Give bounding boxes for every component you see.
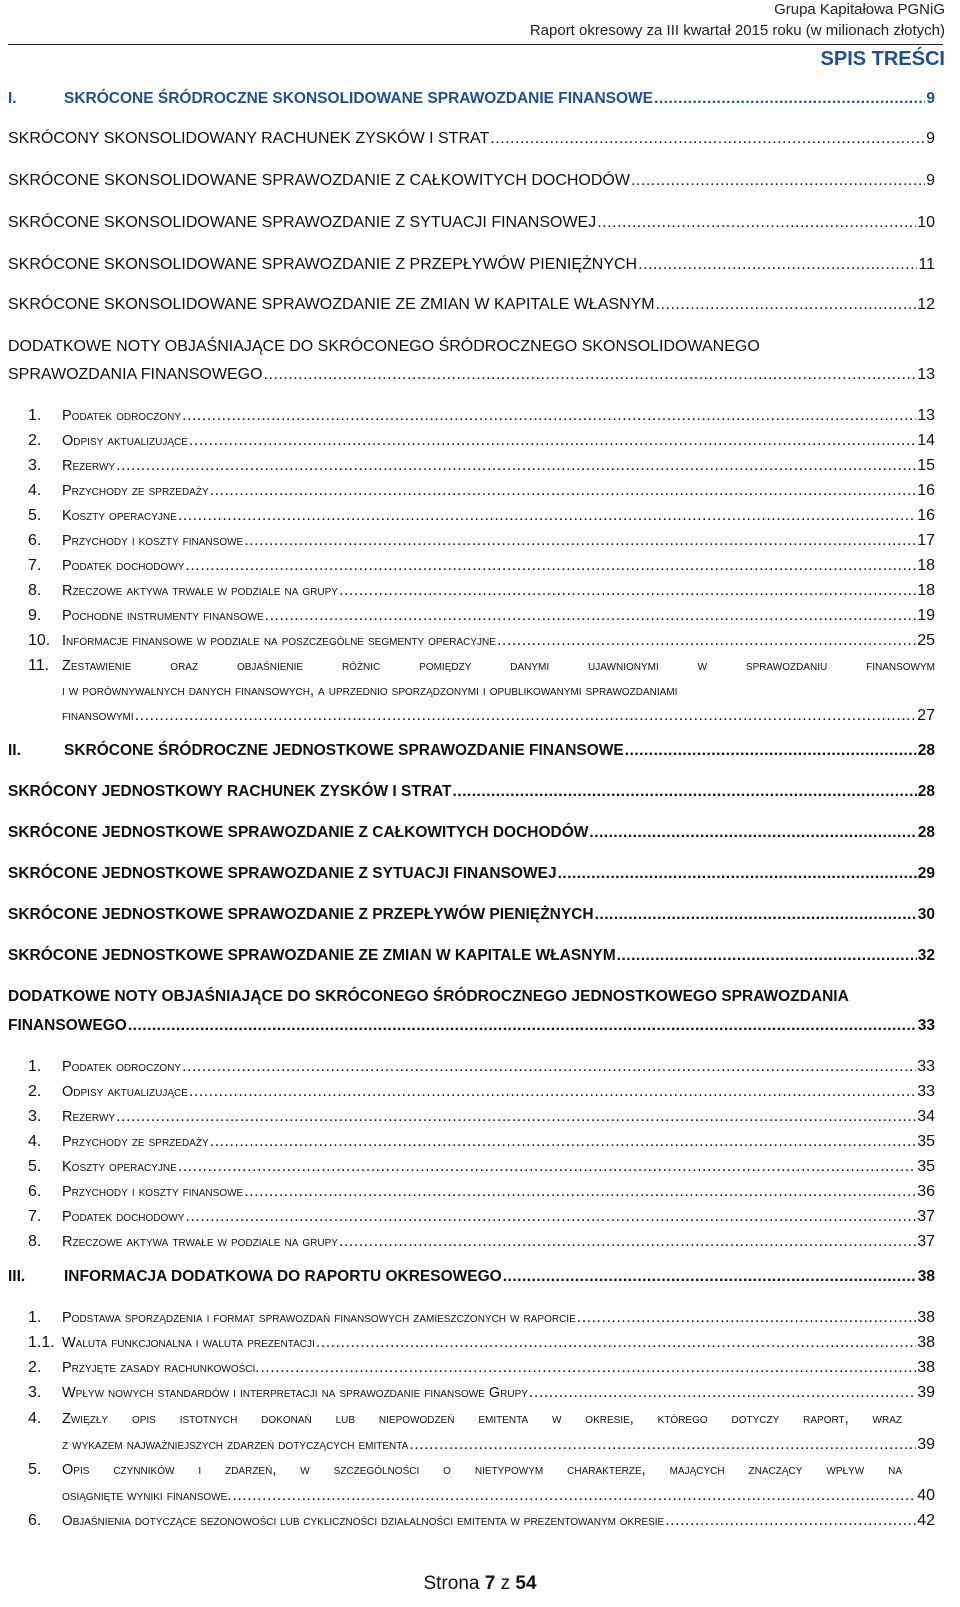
toc-note-item[interactable] (28, 507, 935, 525)
toc-entry-title: Objaśnienia dotyczące sezonowości lub cykliczności działalności emitenta w prezentowanym okresie (62, 1513, 665, 1528)
toc-part-3[interactable] (8, 1268, 935, 1286)
toc-entry-title: Odpisy aktualizujące (62, 1084, 188, 1100)
toc-item-number: 3. (28, 1108, 42, 1125)
toc-item-number: 1. (28, 1309, 42, 1326)
toc-info-item[interactable] (28, 1384, 935, 1402)
dot-leader (617, 947, 917, 965)
header-report-title: Raport okresowy za III kwartał 2015 roku (w milionach złotych) (529, 22, 945, 39)
toc-page-number: 12 (917, 296, 935, 313)
footer-total-pages: 54 (515, 1573, 537, 1594)
dot-leader (656, 296, 917, 314)
toc-part-number: II. (8, 742, 21, 759)
header-company: Grupa Kapitałowa PGNiG (774, 1, 945, 18)
toc-entry-title: Przychody ze sprzedaży (62, 483, 209, 499)
toc-section-entry[interactable] (8, 865, 935, 883)
page-footer (0, 1573, 960, 1595)
toc-item-number: 4. (28, 1410, 42, 1427)
toc-title: SPIS TREŚCI (820, 48, 945, 70)
toc-page-number: 35 (917, 1133, 935, 1150)
toc-item-number: 6. (28, 532, 42, 549)
toc-page-number: 38 (917, 1334, 935, 1351)
toc-entry-title: SPRAWOZDANIA FINANSOWEGO (8, 366, 263, 383)
dot-leader (654, 90, 925, 108)
toc-page-number: 14 (917, 432, 935, 449)
toc-page-number: 39 (917, 1384, 935, 1401)
toc-note-item[interactable] (28, 482, 935, 500)
toc-page-number: 36 (917, 1183, 935, 1200)
toc-entry-title-line1[interactable]: Zestawienie oraz objaśnienie różnic pomiędzy danymi ujawnionymi w sprawozdaniu finansowym (62, 658, 935, 674)
toc-entry-title: Podatek dochodowy (62, 1209, 185, 1225)
toc-section-entry[interactable] (8, 906, 935, 924)
toc-note-item[interactable] (28, 1158, 935, 1176)
dot-leader (182, 407, 916, 425)
toc-note-item[interactable] (28, 607, 935, 625)
toc-item-number: 10. (28, 632, 51, 649)
toc-page-number: 28 (917, 824, 935, 841)
toc-notes-heading-line1[interactable]: DODATKOWE NOTY OBJAŚNIAJĄCE DO SKRÓCONEGO ŚRÓDROCZNEGO JEDNOSTKOWEGO SPRAWOZDANIA (8, 988, 849, 1005)
toc-entry-title: Rezerwy (62, 458, 116, 474)
dot-leader (409, 1436, 916, 1454)
toc-entry-title: SKRÓCONE ŚRÓDROCZNE SKONSOLIDOWANE SPRAWOZDANIE FINANSOWE (64, 90, 654, 107)
dot-leader (595, 906, 917, 924)
dot-leader (490, 130, 925, 148)
toc-note-item[interactable] (62, 707, 935, 725)
toc-entry-title: Wpływ nowych standardów i interpretacji na sprawozdanie finansowe Grupy (62, 1385, 528, 1401)
toc-page-number: 33 (917, 1017, 935, 1034)
toc-entry-title: Rzeczowe aktywa trwałe w podziale na grupy (62, 1234, 338, 1250)
toc-entry-title: Przyjęte zasady rachunkowości. (62, 1360, 260, 1376)
toc-info-item[interactable] (28, 1309, 935, 1327)
dot-leader (529, 1384, 916, 1402)
footer-prefix: Strona (423, 1573, 480, 1594)
toc-page-number: 9 (926, 130, 935, 147)
toc-entry-title: Rzeczowe aktywa trwałe w podziale na grupy (62, 583, 338, 599)
dot-leader (178, 507, 916, 525)
toc-page-number: 32 (917, 947, 935, 964)
toc-entry-title: SKRÓCONE JEDNOSTKOWE SPRAWOZDANIE Z CAŁKOWITYCH DOCHODÓW (8, 824, 589, 841)
dot-leader (625, 742, 917, 760)
toc-page-number: 27 (917, 707, 935, 724)
footer-separator: z (500, 1573, 511, 1594)
toc-entry-title: Podstawa sporządzenia i format sprawozdań finansowych zamieszczonych w raporcie (62, 1310, 576, 1326)
toc-info-item[interactable] (62, 1487, 935, 1505)
toc-entry-title: osiągnięte wyniki finansowe. (62, 1488, 232, 1504)
toc-entry-title: SKRÓCONE SKONSOLIDOWANE SPRAWOZDANIE ZE ZMIAN W KAPITALE WŁASNYM (8, 296, 655, 313)
toc-page-number: 37 (917, 1208, 935, 1225)
dot-leader (589, 824, 916, 842)
toc-section-entry[interactable] (8, 256, 935, 274)
toc-page-number: 16 (917, 507, 935, 524)
toc-entry-title: SKRÓCONE SKONSOLIDOWANE SPRAWOZDANIE Z SYTUACJI FINANSOWEJ (8, 214, 597, 231)
dot-leader (210, 1133, 917, 1151)
toc-entry-title-line1[interactable]: Opis czynników i zdarzeń, w szczególności o nietypowym charakterze, mających znaczący wpływ na (62, 1462, 902, 1478)
dot-leader (631, 172, 925, 190)
dot-leader (265, 607, 917, 625)
toc-page-number: 10 (917, 214, 935, 231)
toc-section-entry[interactable] (8, 824, 935, 842)
toc-note-item[interactable] (28, 1183, 935, 1201)
toc-note-item[interactable] (28, 432, 935, 450)
toc-page-number: 38 (917, 1359, 935, 1376)
toc-page-number: 34 (917, 1108, 935, 1125)
dot-leader (497, 632, 916, 650)
dot-leader (185, 557, 916, 575)
toc-page-number: 28 (917, 783, 935, 800)
toc-entry-title: SKRÓCONE JEDNOSTKOWE SPRAWOZDANIE ZE ZMIAN W KAPITALE WŁASNYM (8, 947, 616, 964)
dot-leader (135, 707, 917, 725)
toc-item-number: 6. (28, 1512, 42, 1529)
toc-item-number: 11. (28, 657, 50, 674)
toc-note-item[interactable] (28, 1058, 935, 1076)
dot-leader (339, 582, 916, 600)
toc-item-number: 8. (28, 1233, 42, 1250)
dot-leader (453, 783, 917, 801)
toc-item-number: 1.1. (28, 1334, 55, 1351)
toc-item-number: 4. (28, 482, 42, 499)
toc-note-item[interactable] (28, 1133, 935, 1151)
toc-info-item[interactable] (28, 1512, 935, 1530)
footer-current-page: 7 (484, 1573, 496, 1594)
toc-entry-title: SKRÓCONE SKONSOLIDOWANE SPRAWOZDANIE Z PRZEPŁYWÓW PIENIĘŻNYCH (8, 256, 638, 273)
toc-page-number: 18 (917, 582, 935, 599)
toc-note-item[interactable] (28, 1083, 935, 1101)
toc-entry-title: Podatek dochodowy (62, 558, 185, 574)
toc-entry-title: Koszty operacyjne (62, 508, 177, 524)
toc-page-number: 16 (917, 482, 935, 499)
toc-item-number: 2. (28, 1359, 42, 1376)
toc-page-number: 13 (917, 407, 935, 424)
toc-note-item[interactable] (28, 1108, 935, 1126)
toc-note-item[interactable] (28, 532, 935, 550)
toc-page-number: 9 (926, 172, 935, 189)
dot-leader (264, 366, 917, 384)
toc-page-number: 30 (917, 906, 935, 923)
toc-info-item[interactable] (62, 1436, 935, 1454)
toc-section-entry[interactable] (8, 214, 935, 232)
toc-entry-title: Przychody i koszty finansowe (62, 533, 244, 549)
dot-leader (185, 1208, 916, 1226)
toc-item-number: 4. (28, 1133, 42, 1150)
toc-entry-title: Podatek odroczony (62, 1059, 182, 1075)
dot-leader (577, 1309, 916, 1327)
toc-entry-title: Koszty operacyjne (62, 1159, 177, 1175)
toc-entry-title: Odpisy aktualizujące (62, 433, 188, 449)
toc-page-number: 29 (917, 865, 935, 882)
toc-entry-title: Informacje finansowe w podziale na poszczególne segmenty operacyjne (62, 633, 496, 649)
toc-entry-title: SKRÓCONE SKONSOLIDOWANE SPRAWOZDANIE Z CAŁKOWITYCH DOCHODÓW (8, 172, 630, 189)
toc-notes-heading-line1[interactable]: DODATKOWE NOTY OBJAŚNIAJĄCE DO SKRÓCONEGO ŚRÓDROCZNEGO SKONSOLIDOWANEGO (8, 338, 760, 355)
toc-info-item[interactable] (28, 1359, 935, 1377)
toc-note-item[interactable] (28, 557, 935, 575)
dot-leader (638, 256, 917, 274)
toc-info-item[interactable] (28, 1334, 935, 1352)
toc-page-number: 19 (917, 607, 935, 624)
toc-item-number: 7. (28, 1208, 42, 1225)
toc-item-number: 1. (28, 407, 42, 424)
dot-leader (244, 1183, 916, 1201)
toc-page-number: 35 (917, 1158, 935, 1175)
toc-entry-title: SKRÓCONY JEDNOSTKOWY RACHUNEK ZYSKÓW I STRAT (8, 783, 452, 800)
toc-section-entry[interactable] (8, 947, 935, 965)
dot-leader (597, 214, 916, 232)
toc-item-number: 3. (28, 1384, 42, 1401)
toc-page-number: 25 (917, 632, 935, 649)
toc-entry-title: SKRÓCONE ŚRÓDROCZNE JEDNOSTKOWE SPRAWOZDANIE FINANSOWE (64, 742, 624, 759)
toc-entry-title: Rezerwy (62, 1109, 116, 1125)
toc-page-number: 9 (926, 90, 935, 107)
toc-notes-heading[interactable] (8, 366, 935, 384)
toc-item-number: 6. (28, 1183, 42, 1200)
toc-page-number: 17 (917, 532, 935, 549)
dot-leader (210, 482, 917, 500)
toc-section-entry[interactable] (8, 130, 935, 148)
toc-notes-heading[interactable] (8, 1017, 935, 1035)
toc-page-number: 38 (917, 1309, 935, 1326)
toc-entry-title: Przychody i koszty finansowe (62, 1184, 244, 1200)
toc-page-number: 39 (917, 1436, 935, 1453)
dot-leader (116, 1108, 916, 1126)
toc-part-number: III. (8, 1268, 26, 1285)
toc-part-number: I. (8, 90, 17, 107)
toc-part-2[interactable] (8, 742, 935, 760)
toc-note-item[interactable] (28, 582, 935, 600)
toc-entry-title: Waluta funkcjonalna i waluta prezentacji (62, 1335, 315, 1351)
toc-entry-title: SKRÓCONE JEDNOSTKOWE SPRAWOZDANIE Z SYTUACJI FINANSOWEJ (8, 865, 557, 882)
header-rule (8, 44, 943, 45)
toc-page-number: 28 (917, 742, 935, 759)
toc-note-item[interactable] (28, 632, 935, 650)
dot-leader (558, 865, 917, 883)
dot-leader (665, 1512, 916, 1530)
toc-entry-title: FINANSOWEGO (8, 1017, 127, 1034)
toc-item-number: 3. (28, 457, 42, 474)
dot-leader (316, 1334, 916, 1352)
toc-page-number: 33 (917, 1058, 935, 1075)
toc-page-number: 13 (917, 366, 935, 383)
toc-page-number: 15 (917, 457, 935, 474)
toc-entry-title-line2[interactable]: i w porównywalnych danych finansowych, a uprzednio sporządzonymi i opublikowanymi sprawozdaniami (62, 683, 678, 699)
toc-item-number: 5. (28, 1461, 42, 1478)
toc-entry-title-line1[interactable]: Zwięzły opis istotnych dokonań lub niepowodzeń emitenta w okresie, którego dotyczy raport, wraz (62, 1411, 902, 1427)
dot-leader (244, 532, 916, 550)
toc-entry-title: z wykazem najważniejszych zdarzeń dotyczących emitenta (62, 1437, 409, 1453)
dot-leader (503, 1268, 917, 1286)
toc-page-number: 37 (917, 1233, 935, 1250)
toc-note-item[interactable] (28, 457, 935, 475)
toc-entry-title: finansowymi (62, 708, 134, 724)
toc-section-entry[interactable] (8, 296, 935, 314)
toc-item-number: 5. (28, 507, 42, 524)
dot-leader (232, 1487, 916, 1505)
toc-note-item[interactable] (28, 1233, 935, 1251)
toc-item-number: 9. (28, 607, 42, 624)
toc-page-number: 42 (917, 1512, 935, 1529)
dot-leader (182, 1058, 916, 1076)
toc-item-number: 5. (28, 1158, 42, 1175)
toc-page-number: 40 (917, 1487, 935, 1504)
toc-entry-title: INFORMACJA DODATKOWA DO RAPORTU OKRESOWEGO (64, 1268, 502, 1285)
dot-leader (189, 432, 916, 450)
toc-item-number: 7. (28, 557, 42, 574)
dot-leader (178, 1158, 916, 1176)
toc-part-1[interactable] (8, 90, 935, 108)
toc-note-item[interactable] (28, 407, 935, 425)
toc-item-number: 2. (28, 432, 42, 449)
dot-leader (189, 1083, 916, 1101)
dot-leader (260, 1359, 916, 1377)
toc-entry-title: SKRÓCONE JEDNOSTKOWE SPRAWOZDANIE Z PRZEPŁYWÓW PIENIĘŻNYCH (8, 906, 594, 923)
toc-entry-title: SKRÓCONY SKONSOLIDOWANY RACHUNEK ZYSKÓW I STRAT (8, 130, 490, 147)
dot-leader (128, 1017, 917, 1035)
toc-item-number: 8. (28, 582, 42, 599)
toc-note-item[interactable] (28, 1208, 935, 1226)
dot-leader (116, 457, 916, 475)
toc-entry-title: Podatek odroczony (62, 408, 182, 424)
toc-section-entry[interactable] (8, 172, 935, 190)
toc-item-number: 1. (28, 1058, 42, 1075)
toc-entry-title: Pochodne instrumenty finansowe (62, 608, 264, 624)
toc-page-number: 18 (917, 557, 935, 574)
toc-entry-title: Przychody ze sprzedaży (62, 1134, 209, 1150)
toc-page-number: 33 (917, 1083, 935, 1100)
dot-leader (339, 1233, 916, 1251)
toc-section-entry[interactable] (8, 783, 935, 801)
toc-page-number: 11 (918, 256, 935, 273)
toc-page-number: 38 (917, 1268, 935, 1285)
toc-item-number: 2. (28, 1083, 42, 1100)
